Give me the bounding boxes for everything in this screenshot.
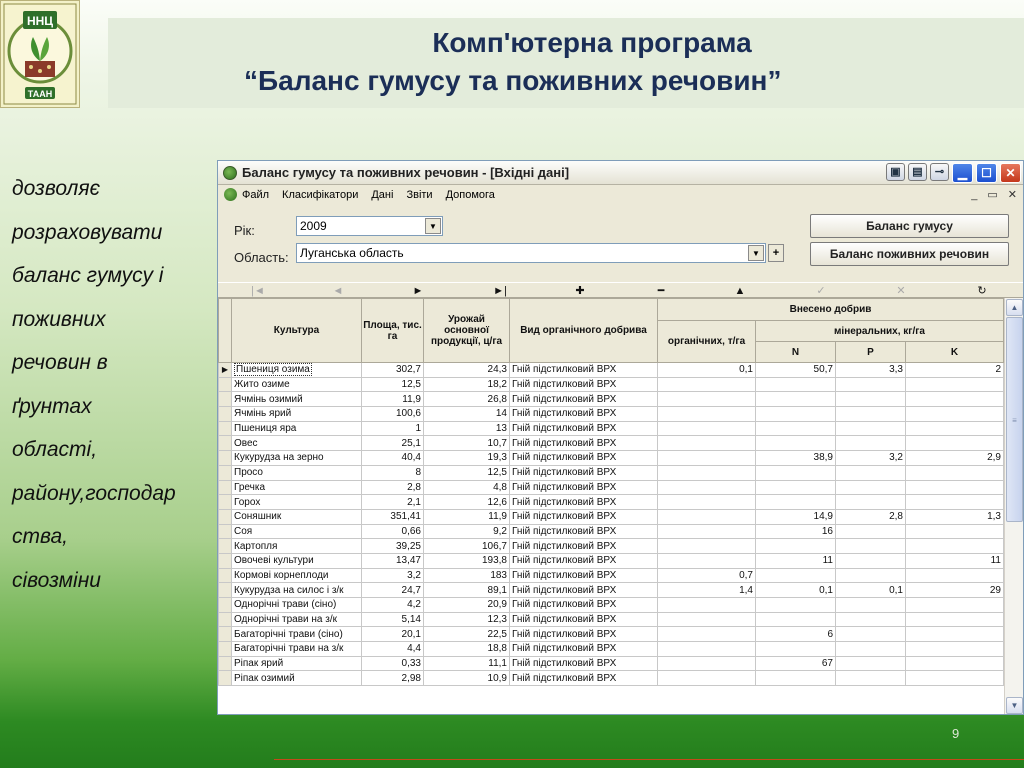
table-cell[interactable]: Гній підстилковий ВРХ — [510, 495, 658, 510]
menu-bar — [218, 185, 1023, 205]
table-cell[interactable]: 18,2 — [424, 377, 510, 392]
tray-icon[interactable]: ▣ — [886, 163, 905, 181]
minimize-button[interactable]: ▁ — [952, 163, 973, 183]
next-record-button[interactable]: ► — [412, 285, 424, 297]
table-cell[interactable]: 0,1 — [756, 583, 836, 598]
table-cell[interactable]: 20,1 — [362, 627, 424, 642]
row-indicator[interactable] — [219, 642, 232, 657]
table-cell[interactable]: Гній підстилковий ВРХ — [510, 465, 658, 480]
table-cell[interactable]: 11,9 — [362, 392, 424, 407]
table-row[interactable] — [219, 480, 1004, 495]
table-cell[interactable]: 2,9 — [906, 451, 1004, 466]
table-cell[interactable]: 1 — [362, 421, 424, 436]
table-cell[interactable]: Однорічні трави (сіно) — [232, 598, 362, 613]
table-cell[interactable]: Гній підстилковий ВРХ — [510, 524, 658, 539]
table-cell[interactable] — [836, 465, 906, 480]
row-indicator[interactable] — [219, 598, 232, 613]
table-cell[interactable]: 0,66 — [362, 524, 424, 539]
row-indicator[interactable] — [219, 656, 232, 671]
table-cell[interactable]: 193,8 — [424, 553, 510, 568]
menu-item[interactable]: Звіти — [406, 189, 433, 201]
table-cell[interactable] — [658, 642, 756, 657]
table-cell[interactable] — [906, 465, 1004, 480]
last-record-button[interactable]: ►| — [493, 285, 507, 297]
table-cell[interactable]: Ріпак ярий — [232, 656, 362, 671]
table-cell[interactable]: Картопля — [232, 539, 362, 554]
table-cell[interactable]: 22,5 — [424, 627, 510, 642]
table-cell[interactable]: Гній підстилковий ВРХ — [510, 598, 658, 613]
table-cell[interactable] — [836, 392, 906, 407]
table-cell[interactable] — [756, 642, 836, 657]
table-cell[interactable]: 13,47 — [362, 553, 424, 568]
table-cell[interactable]: 12,3 — [424, 612, 510, 627]
table-cell[interactable] — [906, 671, 1004, 686]
table-row[interactable] — [219, 524, 1004, 539]
table-cell[interactable]: 20,9 — [424, 598, 510, 613]
table-cell[interactable] — [906, 392, 1004, 407]
table-cell[interactable]: 0,1 — [658, 363, 756, 378]
table-cell[interactable]: 11 — [906, 553, 1004, 568]
year-value: 2009 — [300, 219, 327, 233]
table-row[interactable] — [219, 539, 1004, 554]
table-cell[interactable]: Кормові корнеплоди — [232, 568, 362, 583]
app-window — [217, 160, 1024, 715]
table-cell[interactable] — [658, 539, 756, 554]
table-cell[interactable]: Кукурудза на зерно — [232, 451, 362, 466]
table-cell[interactable] — [906, 598, 1004, 613]
table-cell[interactable] — [836, 598, 906, 613]
table-cell[interactable] — [756, 465, 836, 480]
table-cell[interactable]: Багаторічні трави на з/к — [232, 642, 362, 657]
table-cell[interactable] — [756, 377, 836, 392]
table-row[interactable] — [219, 465, 1004, 480]
table-cell[interactable]: Гній підстилковий ВРХ — [510, 377, 658, 392]
table-cell[interactable] — [658, 656, 756, 671]
table-cell[interactable]: 12,5 — [424, 465, 510, 480]
description-line: ства, — [12, 525, 69, 548]
description-line: поживних — [12, 307, 106, 331]
row-indicator[interactable] — [219, 553, 232, 568]
table-cell[interactable]: 106,7 — [424, 539, 510, 554]
scroll-down-button[interactable]: ▼ — [1006, 697, 1023, 714]
indicator-header — [219, 299, 232, 363]
logo-bottom: ТААН — [27, 89, 53, 99]
table-cell[interactable]: 100,6 — [362, 407, 424, 422]
table-cell[interactable]: 40,4 — [362, 451, 424, 466]
table-cell[interactable]: 5,14 — [362, 612, 424, 627]
column-header-p[interactable]: P — [836, 342, 906, 363]
row-indicator[interactable] — [219, 568, 232, 583]
table-cell[interactable] — [906, 539, 1004, 554]
table-cell[interactable]: Жито озиме — [232, 377, 362, 392]
table-cell[interactable]: 19,3 — [424, 451, 510, 466]
table-cell[interactable]: 6 — [756, 627, 836, 642]
column-header-area[interactable]: Площа, тис. га — [362, 299, 424, 363]
table-row[interactable] — [219, 568, 1004, 583]
table-cell[interactable] — [756, 392, 836, 407]
table-row[interactable] — [219, 509, 1004, 524]
menu-item[interactable]: Класифікатори — [282, 189, 359, 201]
table-cell[interactable]: 10,9 — [424, 671, 510, 686]
table-cell[interactable]: Гній підстилковий ВРХ — [510, 451, 658, 466]
table-cell[interactable]: 0,7 — [658, 568, 756, 583]
column-header-applied: Внесено добрив — [658, 299, 1004, 321]
window-titlebar[interactable] — [218, 161, 1023, 185]
table-cell[interactable]: Соя — [232, 524, 362, 539]
chevron-down-icon[interactable]: ▼ — [748, 245, 764, 261]
document-globe-icon — [224, 188, 237, 201]
table-cell[interactable] — [836, 495, 906, 510]
table-cell[interactable] — [836, 480, 906, 495]
table-cell[interactable]: 4,4 — [362, 642, 424, 657]
table-cell[interactable] — [756, 436, 836, 451]
table-cell[interactable]: Гній підстилковий ВРХ — [510, 612, 658, 627]
table-row[interactable] — [219, 377, 1004, 392]
filter-form — [218, 205, 1023, 293]
table-cell[interactable]: 3,2 — [362, 568, 424, 583]
year-label: Рік: — [234, 223, 255, 238]
table-cell[interactable]: Гній підстилковий ВРХ — [510, 671, 658, 686]
table-row[interactable] — [219, 451, 1004, 466]
table-cell[interactable] — [836, 436, 906, 451]
table-row[interactable] — [219, 421, 1004, 436]
table-row[interactable] — [219, 583, 1004, 598]
description-line: області, — [12, 438, 98, 461]
current-row-indicator[interactable]: ▶ — [219, 363, 232, 378]
table-cell[interactable] — [836, 671, 906, 686]
pin-icon[interactable]: ⊸ — [930, 163, 949, 181]
table-row[interactable] — [219, 392, 1004, 407]
table-cell[interactable] — [906, 612, 1004, 627]
row-indicator[interactable] — [219, 451, 232, 466]
app-globe-icon — [223, 166, 237, 180]
row-indicator[interactable] — [219, 612, 232, 627]
table-cell[interactable] — [756, 598, 836, 613]
table-cell[interactable] — [756, 421, 836, 436]
row-indicator[interactable] — [219, 480, 232, 495]
table-row[interactable] — [219, 612, 1004, 627]
table-cell[interactable]: 183 — [424, 568, 510, 583]
table-cell[interactable]: 4,2 — [362, 598, 424, 613]
table-cell[interactable]: Кукурудза на силос і з/к — [232, 583, 362, 598]
table-cell[interactable]: Гній підстилковий ВРХ — [510, 627, 658, 642]
page-number: 9 — [952, 726, 960, 741]
table-cell[interactable]: Однорічні трави на з/к — [232, 612, 362, 627]
add-region-button[interactable]: + — [768, 244, 784, 262]
table-cell[interactable]: 9,2 — [424, 524, 510, 539]
table-cell[interactable] — [756, 671, 836, 686]
humus-balance-button[interactable]: Баланс гумусу — [810, 214, 1009, 238]
table-cell[interactable]: 12,6 — [424, 495, 510, 510]
table-cell[interactable]: Гній підстилковий ВРХ — [510, 642, 658, 657]
table-cell[interactable]: Багаторічні трави (сіно) — [232, 627, 362, 642]
table-cell[interactable]: 351,41 — [362, 509, 424, 524]
refresh-button[interactable]: ↻ — [977, 285, 987, 297]
table-cell[interactable] — [836, 568, 906, 583]
window-title: Баланс гумусу та поживних речовин - [Вхідні дані] — [242, 165, 570, 180]
maximize-button[interactable]: ☐ — [976, 163, 997, 183]
column-header-culture[interactable]: Культура — [232, 299, 362, 363]
description-line: дозволяє — [12, 177, 100, 200]
table-cell[interactable]: 0,1 — [836, 583, 906, 598]
prior-record-button[interactable]: ◄ — [332, 285, 344, 297]
region-label: Область: — [234, 250, 289, 265]
description-line: баланс гумусу і — [12, 264, 164, 287]
region-value: Луганська область — [300, 246, 404, 260]
table-row[interactable] — [219, 671, 1004, 686]
table-cell[interactable]: 39,25 — [362, 539, 424, 554]
post-record-button[interactable]: ✓ — [816, 285, 826, 297]
description-line: ґрунтах — [12, 394, 92, 418]
slide-title-line1: Комп'ютерна програма — [432, 27, 752, 58]
table-row[interactable] — [219, 627, 1004, 642]
row-indicator[interactable] — [219, 465, 232, 480]
table-cell[interactable]: Гній підстилковий ВРХ — [510, 392, 658, 407]
table-cell[interactable] — [658, 377, 756, 392]
table-cell[interactable] — [906, 480, 1004, 495]
table-row[interactable] — [219, 553, 1004, 568]
table-cell[interactable] — [658, 509, 756, 524]
table-cell[interactable]: 1,3 — [906, 509, 1004, 524]
table-cell[interactable] — [756, 568, 836, 583]
table-cell[interactable]: Просо — [232, 465, 362, 480]
table-cell[interactable] — [658, 421, 756, 436]
table-row[interactable] — [219, 495, 1004, 510]
table-cell[interactable]: 302,7 — [362, 363, 424, 378]
table-cell[interactable]: 2,8 — [362, 480, 424, 495]
description-line: району,господар — [12, 481, 176, 505]
table-cell[interactable]: 50,7 — [756, 363, 836, 378]
description-line: розраховувати — [12, 220, 163, 244]
row-indicator[interactable] — [219, 436, 232, 451]
table-cell[interactable] — [658, 524, 756, 539]
table-cell[interactable] — [906, 407, 1004, 422]
row-indicator[interactable] — [219, 407, 232, 422]
record-navigator — [218, 282, 1023, 298]
table-cell[interactable]: Овес — [232, 436, 362, 451]
footer-divider — [274, 759, 1024, 760]
table-cell[interactable]: 2,8 — [836, 509, 906, 524]
table-cell[interactable]: 16 — [756, 524, 836, 539]
table-cell[interactable] — [836, 612, 906, 627]
table-cell[interactable] — [836, 642, 906, 657]
table-cell[interactable] — [658, 465, 756, 480]
cancel-record-button[interactable]: ✕ — [896, 285, 906, 297]
table-cell[interactable]: Гній підстилковий ВРХ — [510, 568, 658, 583]
table-cell[interactable] — [836, 421, 906, 436]
row-indicator[interactable] — [219, 421, 232, 436]
table-cell[interactable]: 2,1 — [362, 495, 424, 510]
table-cell[interactable] — [658, 407, 756, 422]
column-header-fertilizer-type[interactable]: Вид органічного добрива — [510, 299, 658, 363]
column-header-n[interactable]: N — [756, 342, 836, 363]
row-indicator[interactable] — [219, 671, 232, 686]
table-cell[interactable] — [658, 480, 756, 495]
region-select[interactable] — [296, 243, 766, 263]
table-cell[interactable] — [658, 495, 756, 510]
row-indicator[interactable] — [219, 583, 232, 598]
table-cell[interactable] — [756, 539, 836, 554]
table-cell[interactable]: 29 — [906, 583, 1004, 598]
table-cell[interactable]: 25,1 — [362, 436, 424, 451]
table-cell[interactable] — [756, 407, 836, 422]
table-cell[interactable] — [658, 436, 756, 451]
table-cell[interactable]: 14 — [424, 407, 510, 422]
table-cell[interactable]: Гній підстилковий ВРХ — [510, 583, 658, 598]
logo-abbr: ННЦ — [26, 14, 54, 28]
mdi-close-button[interactable]: ✕ — [1007, 189, 1017, 201]
table-cell[interactable]: 11,1 — [424, 656, 510, 671]
table-cell[interactable]: 18,8 — [424, 642, 510, 657]
row-indicator[interactable] — [219, 524, 232, 539]
table-cell[interactable] — [658, 627, 756, 642]
scroll-thumb[interactable]: ≡ — [1006, 317, 1023, 522]
table-cell[interactable]: Гречка — [232, 480, 362, 495]
table-cell[interactable]: Ріпак озимий — [232, 671, 362, 686]
table-cell[interactable]: 26,8 — [424, 392, 510, 407]
table-cell[interactable] — [836, 539, 906, 554]
delete-record-button[interactable]: ━ — [657, 285, 665, 297]
table-cell[interactable]: 13 — [424, 421, 510, 436]
table-cell[interactable] — [836, 524, 906, 539]
vertical-scrollbar[interactable] — [1004, 298, 1023, 715]
table-cell[interactable]: Горох — [232, 495, 362, 510]
table-cell[interactable] — [756, 480, 836, 495]
row-indicator[interactable] — [219, 377, 232, 392]
table-cell[interactable]: Гній підстилковий ВРХ — [510, 553, 658, 568]
nutrients-balance-button[interactable]: Баланс поживних речовин — [810, 242, 1009, 266]
table-cell[interactable] — [658, 392, 756, 407]
table-cell[interactable] — [906, 627, 1004, 642]
description-line: сівозміни — [12, 568, 101, 592]
table-cell[interactable]: Гній підстилковий ВРХ — [510, 421, 658, 436]
table-cell[interactable] — [658, 612, 756, 627]
year-select[interactable] — [296, 216, 443, 236]
table-cell[interactable] — [756, 612, 836, 627]
table-cell[interactable] — [756, 495, 836, 510]
table-cell[interactable] — [836, 627, 906, 642]
menu-item[interactable]: Файл — [242, 189, 270, 201]
table-cell[interactable] — [836, 553, 906, 568]
row-indicator[interactable] — [219, 627, 232, 642]
table-row[interactable] — [219, 598, 1004, 613]
table-cell[interactable]: 11 — [756, 553, 836, 568]
table-row[interactable] — [219, 642, 1004, 657]
table-cell[interactable] — [906, 436, 1004, 451]
description-line: речовин в — [12, 351, 108, 374]
data-grid — [218, 298, 1004, 715]
table-cell[interactable]: 38,9 — [756, 451, 836, 466]
table-cell[interactable]: 11,9 — [424, 509, 510, 524]
table-cell[interactable] — [906, 495, 1004, 510]
scroll-up-button[interactable]: ▲ — [1006, 299, 1023, 316]
table-cell[interactable] — [906, 568, 1004, 583]
table-cell[interactable]: 2 — [906, 363, 1004, 378]
row-indicator[interactable] — [219, 539, 232, 554]
column-header-yield[interactable]: Урожай основної продукції, ц/га — [424, 299, 510, 363]
table-cell[interactable]: 3,3 — [836, 363, 906, 378]
column-header-mineral: мінеральних, кг/га — [756, 321, 1004, 342]
chevron-down-icon[interactable]: ▼ — [425, 218, 441, 234]
table-cell[interactable]: 0,33 — [362, 656, 424, 671]
table-cell[interactable] — [906, 377, 1004, 392]
table-cell[interactable]: Гній підстилковий ВРХ — [510, 539, 658, 554]
table-cell[interactable]: Овочеві культури — [232, 553, 362, 568]
table-cell[interactable] — [658, 553, 756, 568]
table-cell[interactable]: Гній підстилковий ВРХ — [510, 480, 658, 495]
table-cell[interactable]: 2,98 — [362, 671, 424, 686]
table-cell[interactable]: 3,2 — [836, 451, 906, 466]
table-cell[interactable]: 12,5 — [362, 377, 424, 392]
table-cell[interactable]: Гній підстилковий ВРХ — [510, 436, 658, 451]
insert-record-button[interactable]: ✚ — [575, 285, 585, 297]
table-cell[interactable]: Гній підстилковий ВРХ — [510, 656, 658, 671]
table-cell[interactable]: 1,4 — [658, 583, 756, 598]
menu-item[interactable]: Допомога — [445, 189, 495, 201]
table-row[interactable] — [219, 363, 1004, 378]
first-record-button[interactable]: |◄ — [251, 285, 265, 297]
table-cell[interactable]: 10,7 — [424, 436, 510, 451]
table-cell[interactable]: 24,3 — [424, 363, 510, 378]
table-cell[interactable]: 24,7 — [362, 583, 424, 598]
row-indicator[interactable] — [219, 509, 232, 524]
table-row[interactable] — [219, 656, 1004, 671]
column-header-organic[interactable]: органічних, т/га — [658, 321, 756, 363]
table-cell[interactable]: Гній підстилковий ВРХ — [510, 509, 658, 524]
monitor-icon[interactable]: ▤ — [908, 163, 927, 181]
table-cell[interactable]: Гній підстилковий ВРХ — [510, 363, 658, 378]
close-button[interactable]: ✕ — [1000, 163, 1021, 183]
table-cell[interactable] — [906, 656, 1004, 671]
table-cell[interactable] — [658, 671, 756, 686]
edit-record-button[interactable]: ▲ — [734, 285, 746, 297]
table-cell[interactable] — [658, 598, 756, 613]
table-cell[interactable]: 67 — [756, 656, 836, 671]
table-cell[interactable] — [906, 642, 1004, 657]
menu-item[interactable]: Дані — [371, 189, 394, 201]
table-cell[interactable] — [836, 377, 906, 392]
mdi-minimize-button[interactable]: _ — [971, 189, 978, 201]
table-cell[interactable] — [658, 451, 756, 466]
table-cell[interactable]: 14,9 — [756, 509, 836, 524]
table-cell[interactable]: 4,8 — [424, 480, 510, 495]
table-cell[interactable]: Ячмінь озимий — [232, 392, 362, 407]
column-header-k[interactable]: K — [906, 342, 1004, 363]
description-text — [12, 172, 212, 607]
table-cell[interactable]: 89,1 — [424, 583, 510, 598]
row-indicator[interactable] — [219, 495, 232, 510]
table-cell[interactable]: Пшениця яра — [232, 421, 362, 436]
table-cell[interactable]: Соняшник — [232, 509, 362, 524]
table-cell[interactable]: 8 — [362, 465, 424, 480]
table-cell[interactable] — [906, 524, 1004, 539]
mdi-restore-button[interactable]: ▭ — [987, 189, 998, 201]
table-cell[interactable]: Пшениця озима — [232, 363, 362, 378]
table-cell[interactable]: Гній підстилковий ВРХ — [510, 407, 658, 422]
table-cell[interactable]: Ячмінь ярий — [232, 407, 362, 422]
table-row[interactable] — [219, 407, 1004, 422]
table-cell[interactable] — [836, 407, 906, 422]
row-indicator[interactable] — [219, 392, 232, 407]
table-cell[interactable] — [906, 421, 1004, 436]
slide-title-line2: “Баланс гумусу та поживних речовин” — [244, 65, 782, 96]
table-row[interactable] — [219, 436, 1004, 451]
table-cell[interactable] — [836, 656, 906, 671]
